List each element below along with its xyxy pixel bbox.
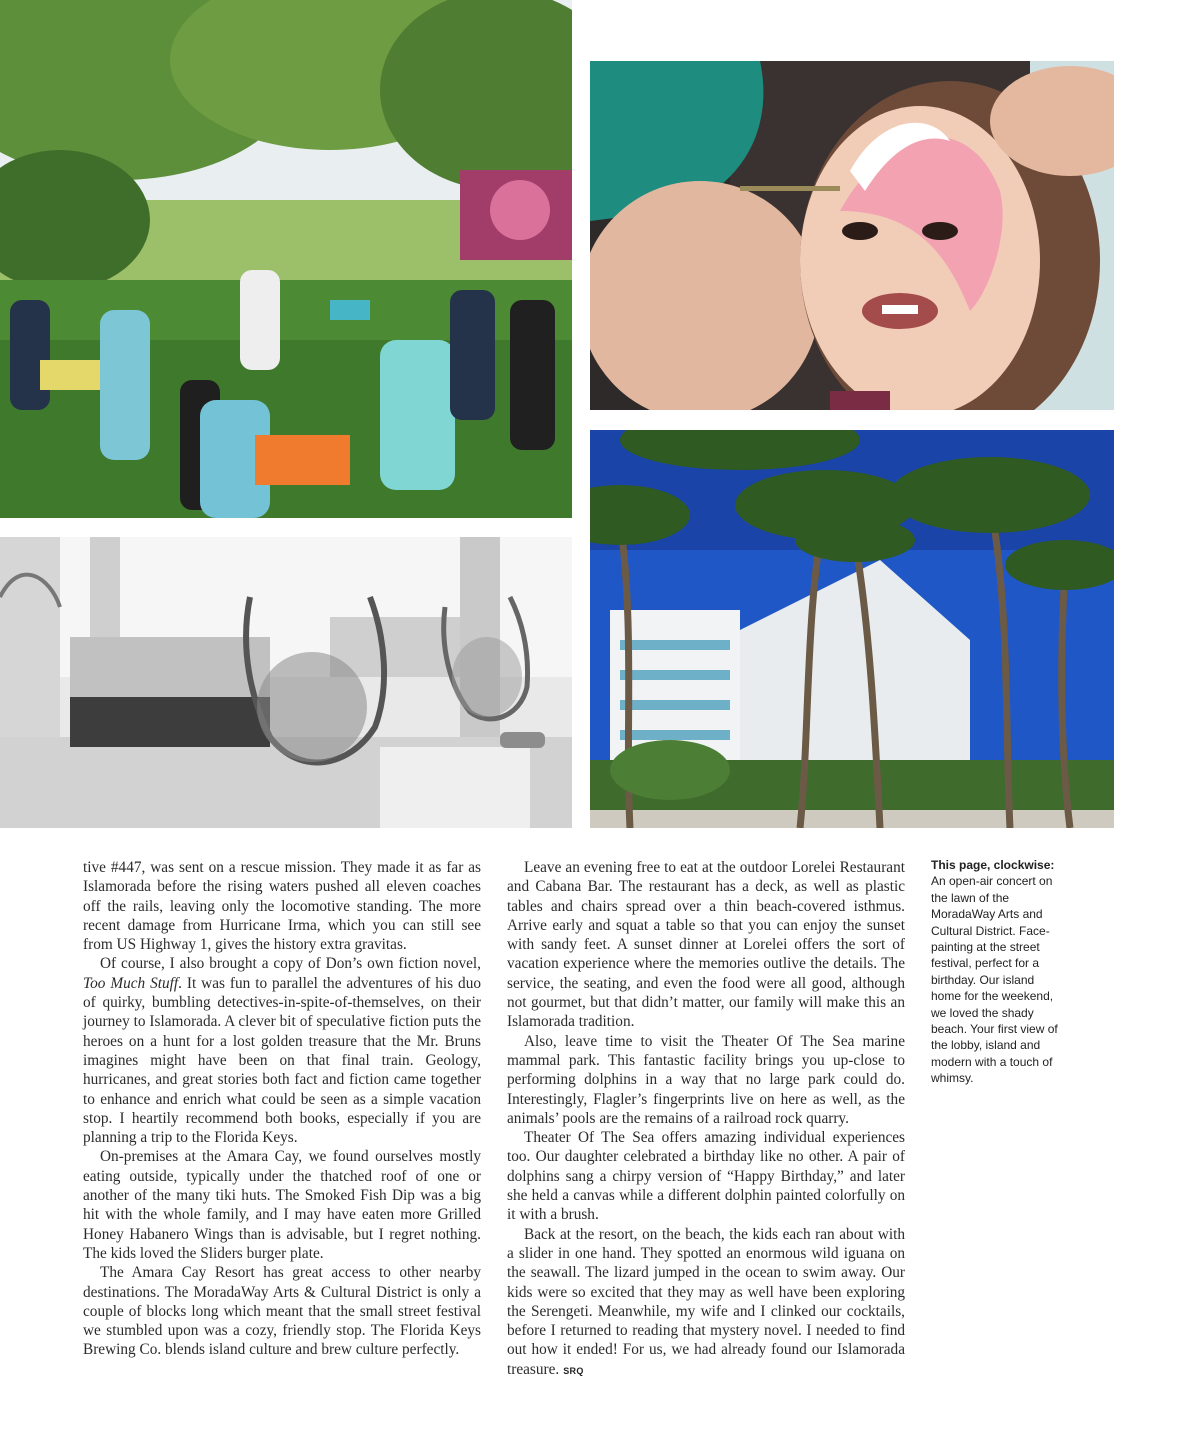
book-title: Too Much Stuff (83, 974, 179, 992)
end-mark: SRQ (563, 1365, 584, 1376)
paragraph: Also, leave time to visit the Theater Of The Sea marine mammal park. This fantastic facility brings you up-close to performing dolphins in a way that no large park could do. Interestingly, Flagler’s fingerprints live on here as well, as the animals’ pools are the remains of a railroad rock quarry. (507, 1032, 905, 1127)
paragraph: Leave an evening free to eat at the outdoor Lorelei Restaurant and Cabana Bar. The restaurant has a deck, as well as plastic tables and chairs spread over a thin beach-covered isthmus. Arrive early and squat a table so that you can enjoy the sunset with sandy feet. A sunset dinner at Lorelei offers the sort of vacation experience where the memories outlive the details. The service, the seating, and even the food were all good, although not gourmet, but that didn’t matter, our family will make this an Islamorada tradition. (507, 859, 905, 1031)
paragraph (507, 1225, 905, 1381)
face-painting-photo (590, 61, 1114, 410)
article-column-1 (83, 858, 481, 1360)
paragraph: tive #447, was sent on a rescue mission. They made it as far as Islamorada before the rising waters pushed all eleven coaches off the rails, leaving only the locomotive standing. The more recent damage from Hurricane Irma, which you can still see from US Highway 1, gives the history extra gravitas. (83, 859, 481, 954)
paragraph: On-premises at the Amara Cay, we found ourselves mostly eating outside, typically under the thatched roof of one or another of the many tiki huts. The Smoked Fish Dip was a big hit with the whole family, and I may have eaten more Grilled Honey Habanero Wings than is advisable, but I regret nothing. The kids loved the Sliders burger plate. (83, 1148, 481, 1262)
caption-text: An open-air concert on the lawn of the MoradaWay Arts and Cultural District. Face-painting at the street festival, perfect for a birthday. Our island home for the weekend, we loved the shady beach. Your first view of the lobby, island and modern with a touch of whimsy. (931, 874, 1058, 1086)
lobby-photo (0, 537, 572, 828)
photo-caption (931, 857, 1061, 1087)
resort-photo (590, 430, 1114, 828)
paragraph (83, 954, 481, 1147)
paragraph-text: . It was fun to parallel the adventures of his duo of quirky, bumbling detectives-in-spite-of-themselves, on their journey to Islamorada. A clever bit of speculative fiction puts the heroes on a hunt for a lost golden treasure that the Mr. Bruns imagines might have been on that final train. Geology, hurricanes, and great stories both fact and fiction came together to enhance and enrich what could be seen as a simple vacation stop. I heartily recommend both books, especially if you are planning a trip to the Florida Keys. (83, 974, 481, 1147)
article-column-2 (507, 858, 905, 1381)
caption-lead: This page, clockwise: (931, 858, 1055, 872)
paragraph: The Amara Cay Resort has great access to other nearby destinations. The MoradaWay Arts & Cultural District is only a couple of blocks long which meant that the small street festival we stumbled upon was a cozy, friendly stop. The Florida Keys Brewing Co. blends island culture and brew culture perfectly. (83, 1264, 481, 1359)
concert-photo (0, 0, 572, 518)
paragraph: Theater Of The Sea offers amazing individual experiences too. Our daughter celebrated a birthday like no other. A pair of dolphins sang a chirpy version of “Happy Birthday,” and later she held a canvas while a different dolphin painted colorfully on it with a brush. (507, 1129, 905, 1224)
paragraph-text: Back at the resort, on the beach, the kids each ran about with a slider in one hand. They spotted an enormous wild iguana on the seawall. The lizard jumped in the ocean to swim away. Our kids were so excited that they may as well have been exploring the Serengeti. Meanwhile, my wife and I clinked our cocktails, before I returned to reading that mystery novel. I needed to find out how it ended! For us, we had already found our Islamorada treasure. (507, 1225, 905, 1378)
paragraph-text: Of course, I also brought a copy of Don’s own fiction novel, (100, 955, 481, 973)
